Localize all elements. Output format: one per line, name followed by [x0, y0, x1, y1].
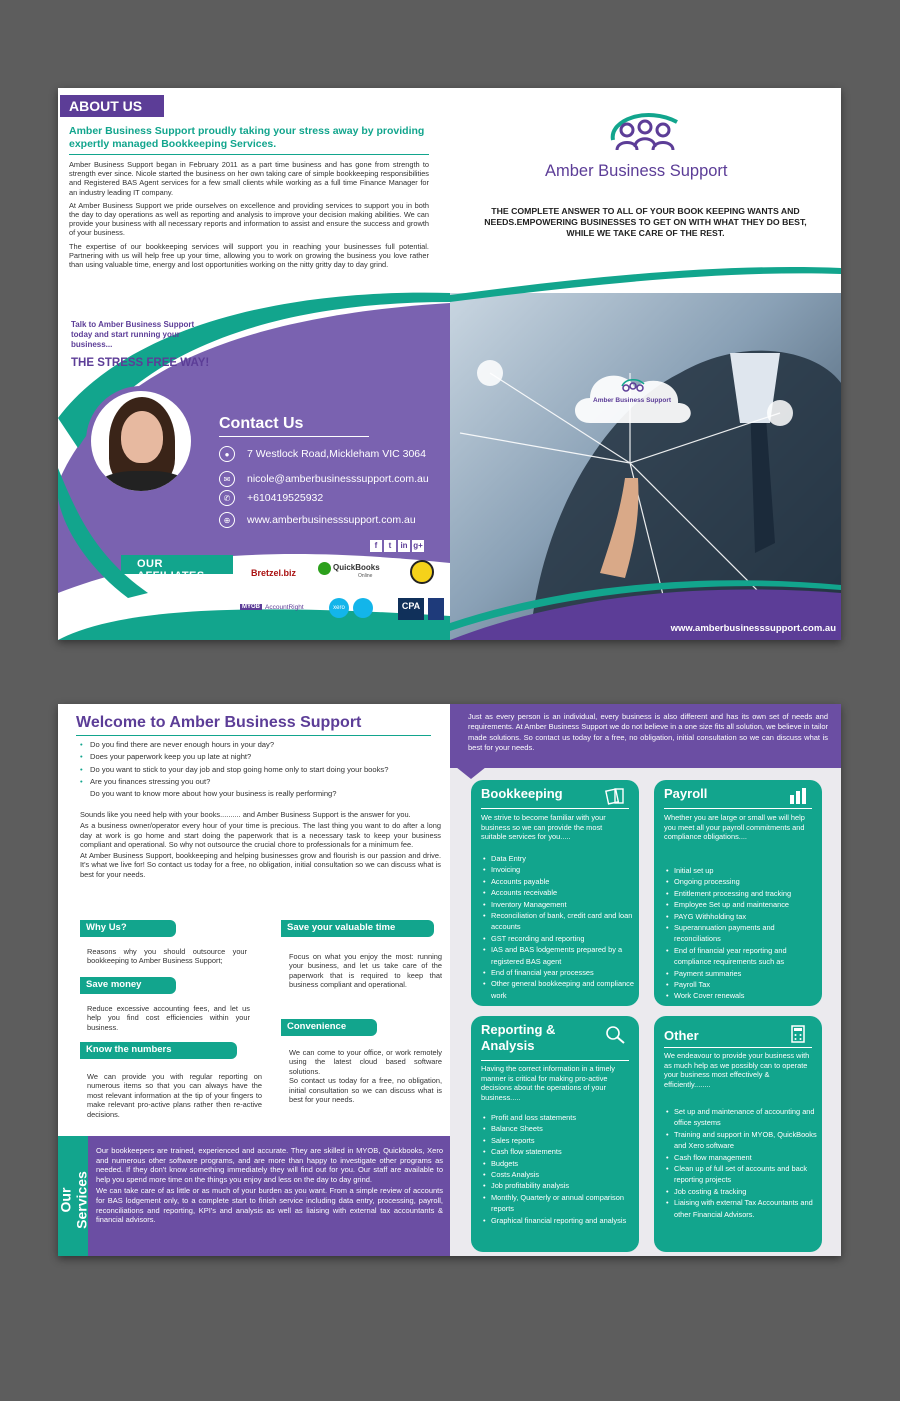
list-item: • Cash flow management	[666, 1152, 818, 1163]
list-item: • End of financial year processes	[483, 967, 635, 978]
list-item: • GST recording and reporting	[483, 933, 635, 944]
list-item: • IAS and BAS lodgements prepared by a registered BAS agent	[483, 944, 635, 967]
why-us-tag: Why Us?	[80, 920, 176, 937]
welcome-title: Welcome to Amber Business Support	[76, 714, 362, 731]
list-item: • Accounts payable	[483, 876, 635, 887]
list-item: • Sales reports	[483, 1135, 635, 1146]
services-paragraph: Our bookkeepers are trained, experienced and accurate. They are skilled in MYOB, Quickbooks, Xero and numerous other software programs, and are more than happy to investigate other programs as needed. If they don't know something immediately they will find out for you. Our staff are available to help you spend more time on the things you enjoy and less on the day to day grind.	[96, 1146, 443, 1184]
bookkeeping-title: Bookkeeping	[481, 786, 563, 801]
list-item: • Payroll Tax	[666, 979, 818, 990]
list-item: • Invoicing	[483, 864, 635, 875]
twitter-icon[interactable]: t	[384, 540, 396, 552]
save-time-text: Focus on what you enjoy the most: running your business, and let us take care of the paperwork that is required to keep that business compliant and operational.	[289, 952, 442, 990]
payroll-list	[666, 865, 818, 1002]
convenience-text	[289, 1048, 442, 1104]
list-item: • Data Entry	[483, 853, 635, 864]
welcome-divider	[76, 735, 431, 736]
list-item: • Do you find there are never enough hours in your day?	[80, 739, 440, 751]
phone-text[interactable]: +610419525932	[247, 492, 324, 504]
payroll-card	[654, 780, 822, 1006]
convenience-tag: Convenience	[281, 1019, 377, 1036]
contact-divider	[219, 436, 369, 437]
bretzel-logo: Bretzel.biz	[251, 568, 297, 578]
reporting-divider	[481, 1060, 629, 1061]
email-text[interactable]: nicole@amberbusinesssupport.com.au	[247, 473, 429, 485]
convenience-paragraph: We can come to your office, or work remotely using the latest cloud based software solutions.	[289, 1048, 442, 1076]
brochure-inner-spread	[58, 704, 841, 1256]
bookkeeping-divider	[481, 808, 629, 809]
list-item: • Balance Sheets	[483, 1123, 635, 1134]
question-list	[80, 739, 440, 800]
about-paragraph: At Amber Business Support we pride ourselves on excellence and providing services to support you in both the day to day operations as well as reporting and analysis to improve your decision making abilities. We can provide your business with all necessary reports and information to assist and ensure the success and growth of your business.	[69, 200, 429, 238]
intro-band-arrow	[456, 767, 486, 779]
list-item: • Do you want to stick to your day job and stop going home only to start doing your books?	[80, 764, 440, 776]
list-item: • Payment summaries	[666, 968, 818, 979]
contact-website[interactable]	[219, 512, 416, 528]
list-item: • Job profitability analysis	[483, 1180, 635, 1191]
why-us-text: Reasons why you should outsource your bookkeeping to Amber Business Support;	[87, 947, 247, 966]
bookkeeping-card	[471, 780, 639, 1006]
reporting-list	[483, 1112, 635, 1226]
brand-name: Amber Business Support	[545, 162, 728, 180]
about-paragraph: The expertise of our bookkeeping services will support you in reaching your businesses full potential. Partnering with us will help free up your time, allowing you to work on growing the business you love rather than using valuable time, energy and lost opportunities working on the nitty gritty day to day grind.	[69, 241, 429, 270]
phone-icon: ✆	[219, 490, 235, 506]
quickbooks-online-label: Online	[358, 573, 373, 579]
intro-paragraph: Sounds like you need help with your books.......... and Amber Business Support is the answer for you.	[80, 810, 411, 819]
list-item: • Work Cover renewals	[666, 990, 818, 1001]
list-item: • Reconciliation of bank, credit card and loan accounts	[483, 910, 635, 933]
about-heading: Amber Business Support proudly taking your stress away by providing expertly managed Bookkeeping Services.	[69, 125, 425, 150]
support-agent-photo	[86, 386, 196, 496]
list-item: • Entitlement processing and tracking	[666, 888, 818, 899]
contact-address	[219, 446, 426, 462]
website-text[interactable]: www.amberbusinesssupport.com.au	[247, 514, 416, 526]
googleplus-icon[interactable]: g+	[413, 541, 423, 550]
list-item: • Cash flow statements	[483, 1146, 635, 1157]
brochure-outer-spread	[58, 88, 841, 640]
services-text	[96, 1146, 443, 1227]
government-crest	[428, 598, 444, 620]
cloud-brand-name: Amber Business Support	[593, 397, 672, 404]
reporting-intro: Having the correct information in a timely manner is critical for making pro-active decisions about the operations of your business.....	[481, 1064, 615, 1102]
list-item: • Clean up of full set of accounts and back reporting projects	[666, 1163, 818, 1186]
location-pin-icon: ●	[219, 446, 235, 462]
services-paragraph: We can take care of as little or as much of your burden as you want. From a simple review of accounts for BAS lodgement only, to a complete start to finish service including data entry, processing, payroll, reconciliations and reporting, KPI's and analysis as well as liaising with external tax accountants & financial advisors.	[96, 1186, 443, 1225]
list-item: • Initial set up	[666, 865, 818, 876]
payroll-intro: Whether you are large or small we will help you meet all your payroll commitments and compliance obligations....	[664, 813, 805, 842]
contact-email[interactable]	[219, 471, 429, 487]
other-intro: We endeavour to provide your business with as much help as we possibly can to operate your business most effectively & efficiently........	[664, 1051, 810, 1089]
cloud-brand-icon	[620, 378, 646, 396]
list-item: • Ongoing processing	[666, 876, 818, 887]
bookkeeping-list	[483, 853, 635, 1001]
list-item: • Training and support in MYOB, QuickBooks and Xero software	[666, 1129, 818, 1152]
list-item: • Accounts receivable	[483, 887, 635, 898]
bar-chart-icon	[786, 786, 810, 806]
globe-icon: ⊕	[219, 512, 235, 528]
reporting-card	[471, 1016, 639, 1252]
cpa-logo: CPA	[398, 598, 424, 620]
intro-paragraph: At Amber Business Support, bookkeeping and helping businesses grow and flourish is our passion and drive. It's what we live for! So contact us today for a free, no obligation, initial consultation so we can discuss what is best for your needs.	[80, 851, 441, 879]
services-title: Our Services	[58, 1171, 90, 1229]
xero-certified-badge	[353, 598, 373, 618]
save-money-tag: Save money	[80, 977, 176, 994]
list-item: • Budgets	[483, 1158, 635, 1169]
other-list	[666, 1106, 818, 1220]
about-body	[69, 160, 429, 273]
convenience-paragraph: So contact us today for a free, no obligation, initial consultation so we can discuss what is best for your needs.	[289, 1076, 442, 1105]
list-item: • Set up and maintenance of accounting and office systems	[666, 1106, 818, 1129]
list-item: • Does your paperwork keep you up late at night?	[80, 751, 440, 763]
intro-text	[80, 810, 441, 881]
hero-bottom-curves	[450, 293, 841, 640]
bas-agent-badge	[410, 560, 434, 584]
know-numbers-tag: Know the numbers	[80, 1042, 237, 1059]
social-icons	[370, 540, 424, 552]
other-title: Other	[664, 1028, 699, 1043]
facebook-icon[interactable]: f	[370, 540, 382, 552]
list-item: • Employee Set up and maintenance	[666, 899, 818, 910]
email-icon: ✉	[219, 471, 235, 487]
contact-title: Contact Us	[219, 415, 304, 432]
list-item: • Other general bookkeeping and compliance work	[483, 978, 635, 1001]
list-item: • Superannuation payments and reconciliations	[666, 922, 818, 945]
affiliates-tag: OUR AFFILIATES	[121, 555, 233, 574]
about-us-tag: ABOUT US	[60, 95, 164, 117]
list-item: Do you want to know more about how your business is really performing?	[90, 789, 337, 799]
contact-phone[interactable]	[219, 490, 323, 506]
books-icon	[603, 786, 627, 806]
talk-to-us-text: Talk to Amber Business Support today and start running your business...	[71, 320, 195, 349]
quickbooks-logo: QuickBooks	[333, 563, 380, 572]
list-item: • Profit and loss statements	[483, 1112, 635, 1123]
footer-website[interactable]: www.amberbusinesssupport.com.au	[670, 623, 836, 634]
save-money-text: Reduce excessive accounting fees, and let us help you find cost efficiencies within your business.	[87, 1004, 250, 1032]
other-divider	[664, 1047, 812, 1048]
about-divider	[69, 154, 429, 155]
list-item: • Are you finances stressing you out?	[80, 776, 440, 788]
save-time-tag: Save your valuable time	[281, 920, 434, 937]
myob-accountright-label: AccountRight	[265, 604, 304, 611]
other-card	[654, 1016, 822, 1252]
magnifier-icon	[603, 1024, 627, 1044]
list-item: • Costs Analysis	[483, 1169, 635, 1180]
list-item: • Monthly, Quarterly or annual comparison reports	[483, 1192, 635, 1215]
reporting-title: Reporting & Analysis	[481, 1022, 556, 1053]
list-item: • End of financial year reporting and compliance requirements such as	[666, 945, 818, 968]
list-item: • Inventory Management	[483, 899, 635, 910]
payroll-divider	[664, 808, 812, 809]
know-numbers-text: We can provide you with regular reporting on numerous items so that you can always have the most relevant information at the tip of your fingers to make relevant pro-active plans rather then re-active decisions.	[87, 1072, 262, 1119]
intro-paragraph: As a business owner/operator every hour of your time is precious. The last thing you want to do after a long day at work is go home and start doing the paperwork that is a necessary task to keep your business compliant and operational. So why not outsource the crucial chore to professionals for a minimum fee.	[80, 821, 441, 849]
calculator-icon	[786, 1024, 810, 1044]
list-item: • Liaising with external Tax Accountants and other Financial Advisors.	[666, 1197, 818, 1220]
quickbooks-icon	[318, 562, 331, 575]
myob-logo: MYOB	[242, 604, 260, 610]
list-item: • Graphical financial reporting and analysis	[483, 1215, 635, 1226]
stress-free-slogan: THE STRESS FREE WAY!	[71, 357, 210, 369]
right-intro-text: Just as every person is an individual, every business is also different and has its own set of needs and requirements. At Amber Business Support we do not believe in a one size fits all solution, we believe in tailor made solutions. So contact us today for a free, no obligation, initial consultation so we can discuss what is best for your needs.	[468, 712, 828, 752]
list-item: • Job costing & tracking	[666, 1186, 818, 1197]
brand-logo-icon	[607, 110, 683, 156]
about-paragraph: Amber Business Support began in February 2011 as a part time business and has gone from strength to strength ever since. Nicole started the business on her own taking care of simple bookkeeping responsibilities and Registered BAS Agent services for a few small clients while working as a full time Finance Manager for an industry leading IT company.	[69, 160, 429, 197]
list-item: • PAYG Withholding tax	[666, 911, 818, 922]
bookkeeping-intro: We strive to become familiar with your business so we can provide the most suitable services for you.....	[481, 813, 606, 842]
hero-image-businessman	[450, 293, 841, 640]
xero-logo: xero	[329, 598, 349, 618]
payroll-title: Payroll	[664, 786, 708, 801]
tagline: THE COMPLETE ANSWER TO ALL OF YOUR BOOK KEEPING WANTS AND NEEDS.EMPOWERING BUSINESSES TO GET ON WITH WHAT THEY DO BEST, WHILE WE TAKE CARE OF THE REST.	[484, 206, 807, 238]
linkedin-icon[interactable]: in	[398, 540, 410, 552]
address-text: 7 Westlock Road,Mickleham VIC 3064	[247, 448, 426, 460]
